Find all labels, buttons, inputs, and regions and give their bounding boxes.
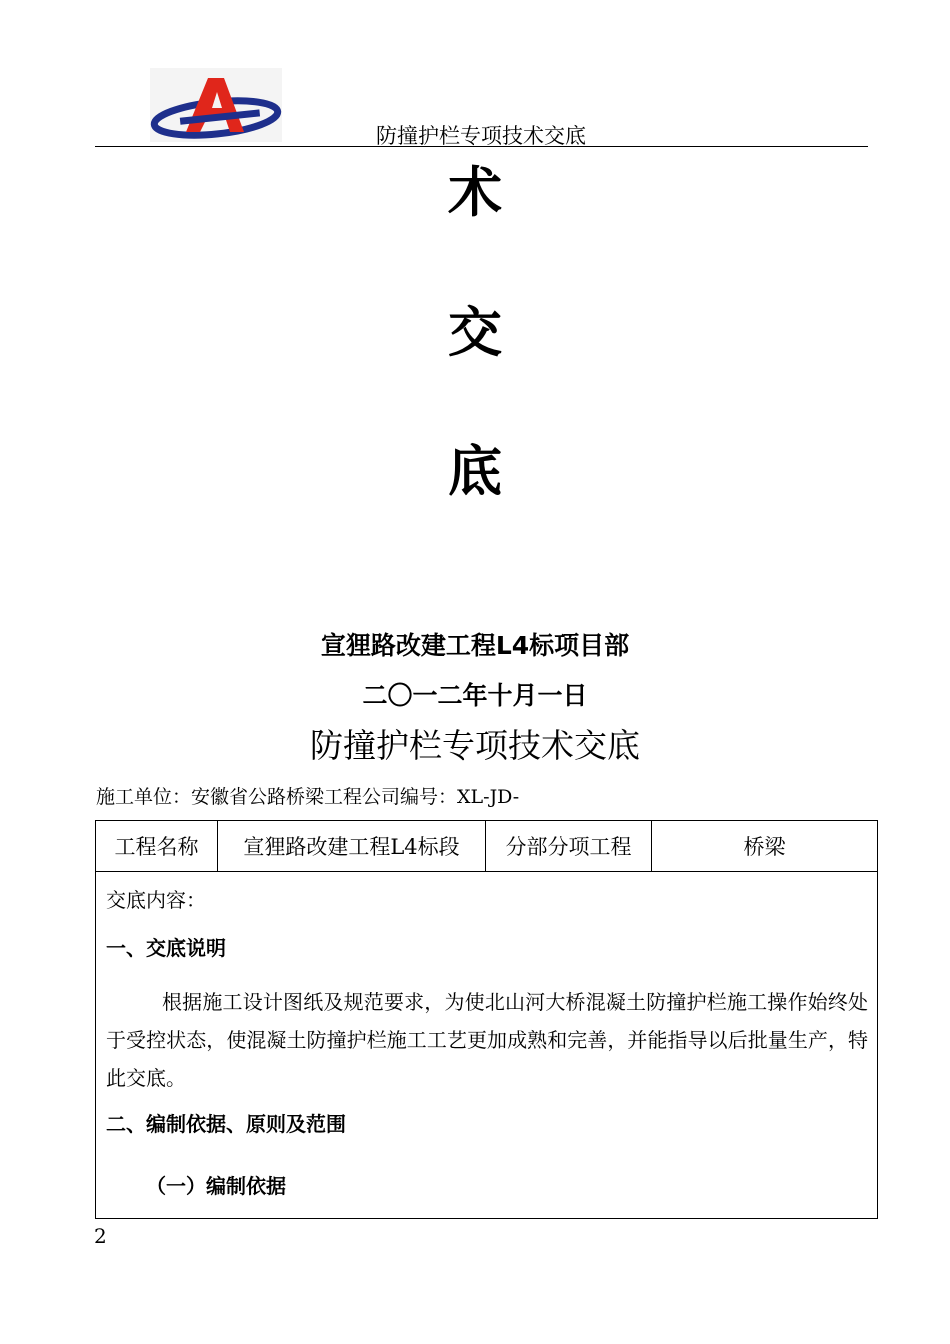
division-label: 分部分项工程: [486, 821, 652, 871]
cover-char-shu: 术: [448, 161, 502, 224]
cover-char-di: 底: [448, 440, 502, 503]
content-label: 交底内容：: [106, 888, 206, 912]
organization-name: 宣狸路改建工程L4标项目部: [320, 631, 630, 660]
division-value: 桥梁: [743, 835, 786, 859]
page-number: 2: [94, 1224, 107, 1248]
briefing-table: [95, 820, 878, 1219]
cover-char-jiao: 交: [448, 301, 502, 364]
project-name-value: 宣狸路改建工程L4标段: [218, 821, 486, 871]
project-name-label: 工程名称: [96, 821, 218, 871]
cover-date: 二〇一二年十月一日: [362, 681, 588, 710]
table-header-row: [96, 821, 877, 872]
header-title: 防撞护栏专项技术交底: [376, 124, 586, 148]
section2-heading: 二、编制依据、原则及范围: [106, 1112, 346, 1136]
subsection1-heading: （一）编制依据: [146, 1174, 286, 1198]
construction-unit-info: 施工单位：安徽省公路桥梁工程公司编号：XL-JD-: [96, 786, 520, 808]
header-rule: [95, 146, 868, 147]
section1-paragraph: 根据施工设计图纸及规范要求，为使北山河大桥混凝土防撞护栏施工操作始终处于受控状态，使混凝土防撞护栏施工工艺更加成熟和完善，并能指导以后批量生产，特此交底。: [106, 990, 868, 1090]
section1-heading: 一、交底说明: [106, 936, 226, 960]
document-title: 防撞护栏专项技术交底: [310, 726, 640, 765]
